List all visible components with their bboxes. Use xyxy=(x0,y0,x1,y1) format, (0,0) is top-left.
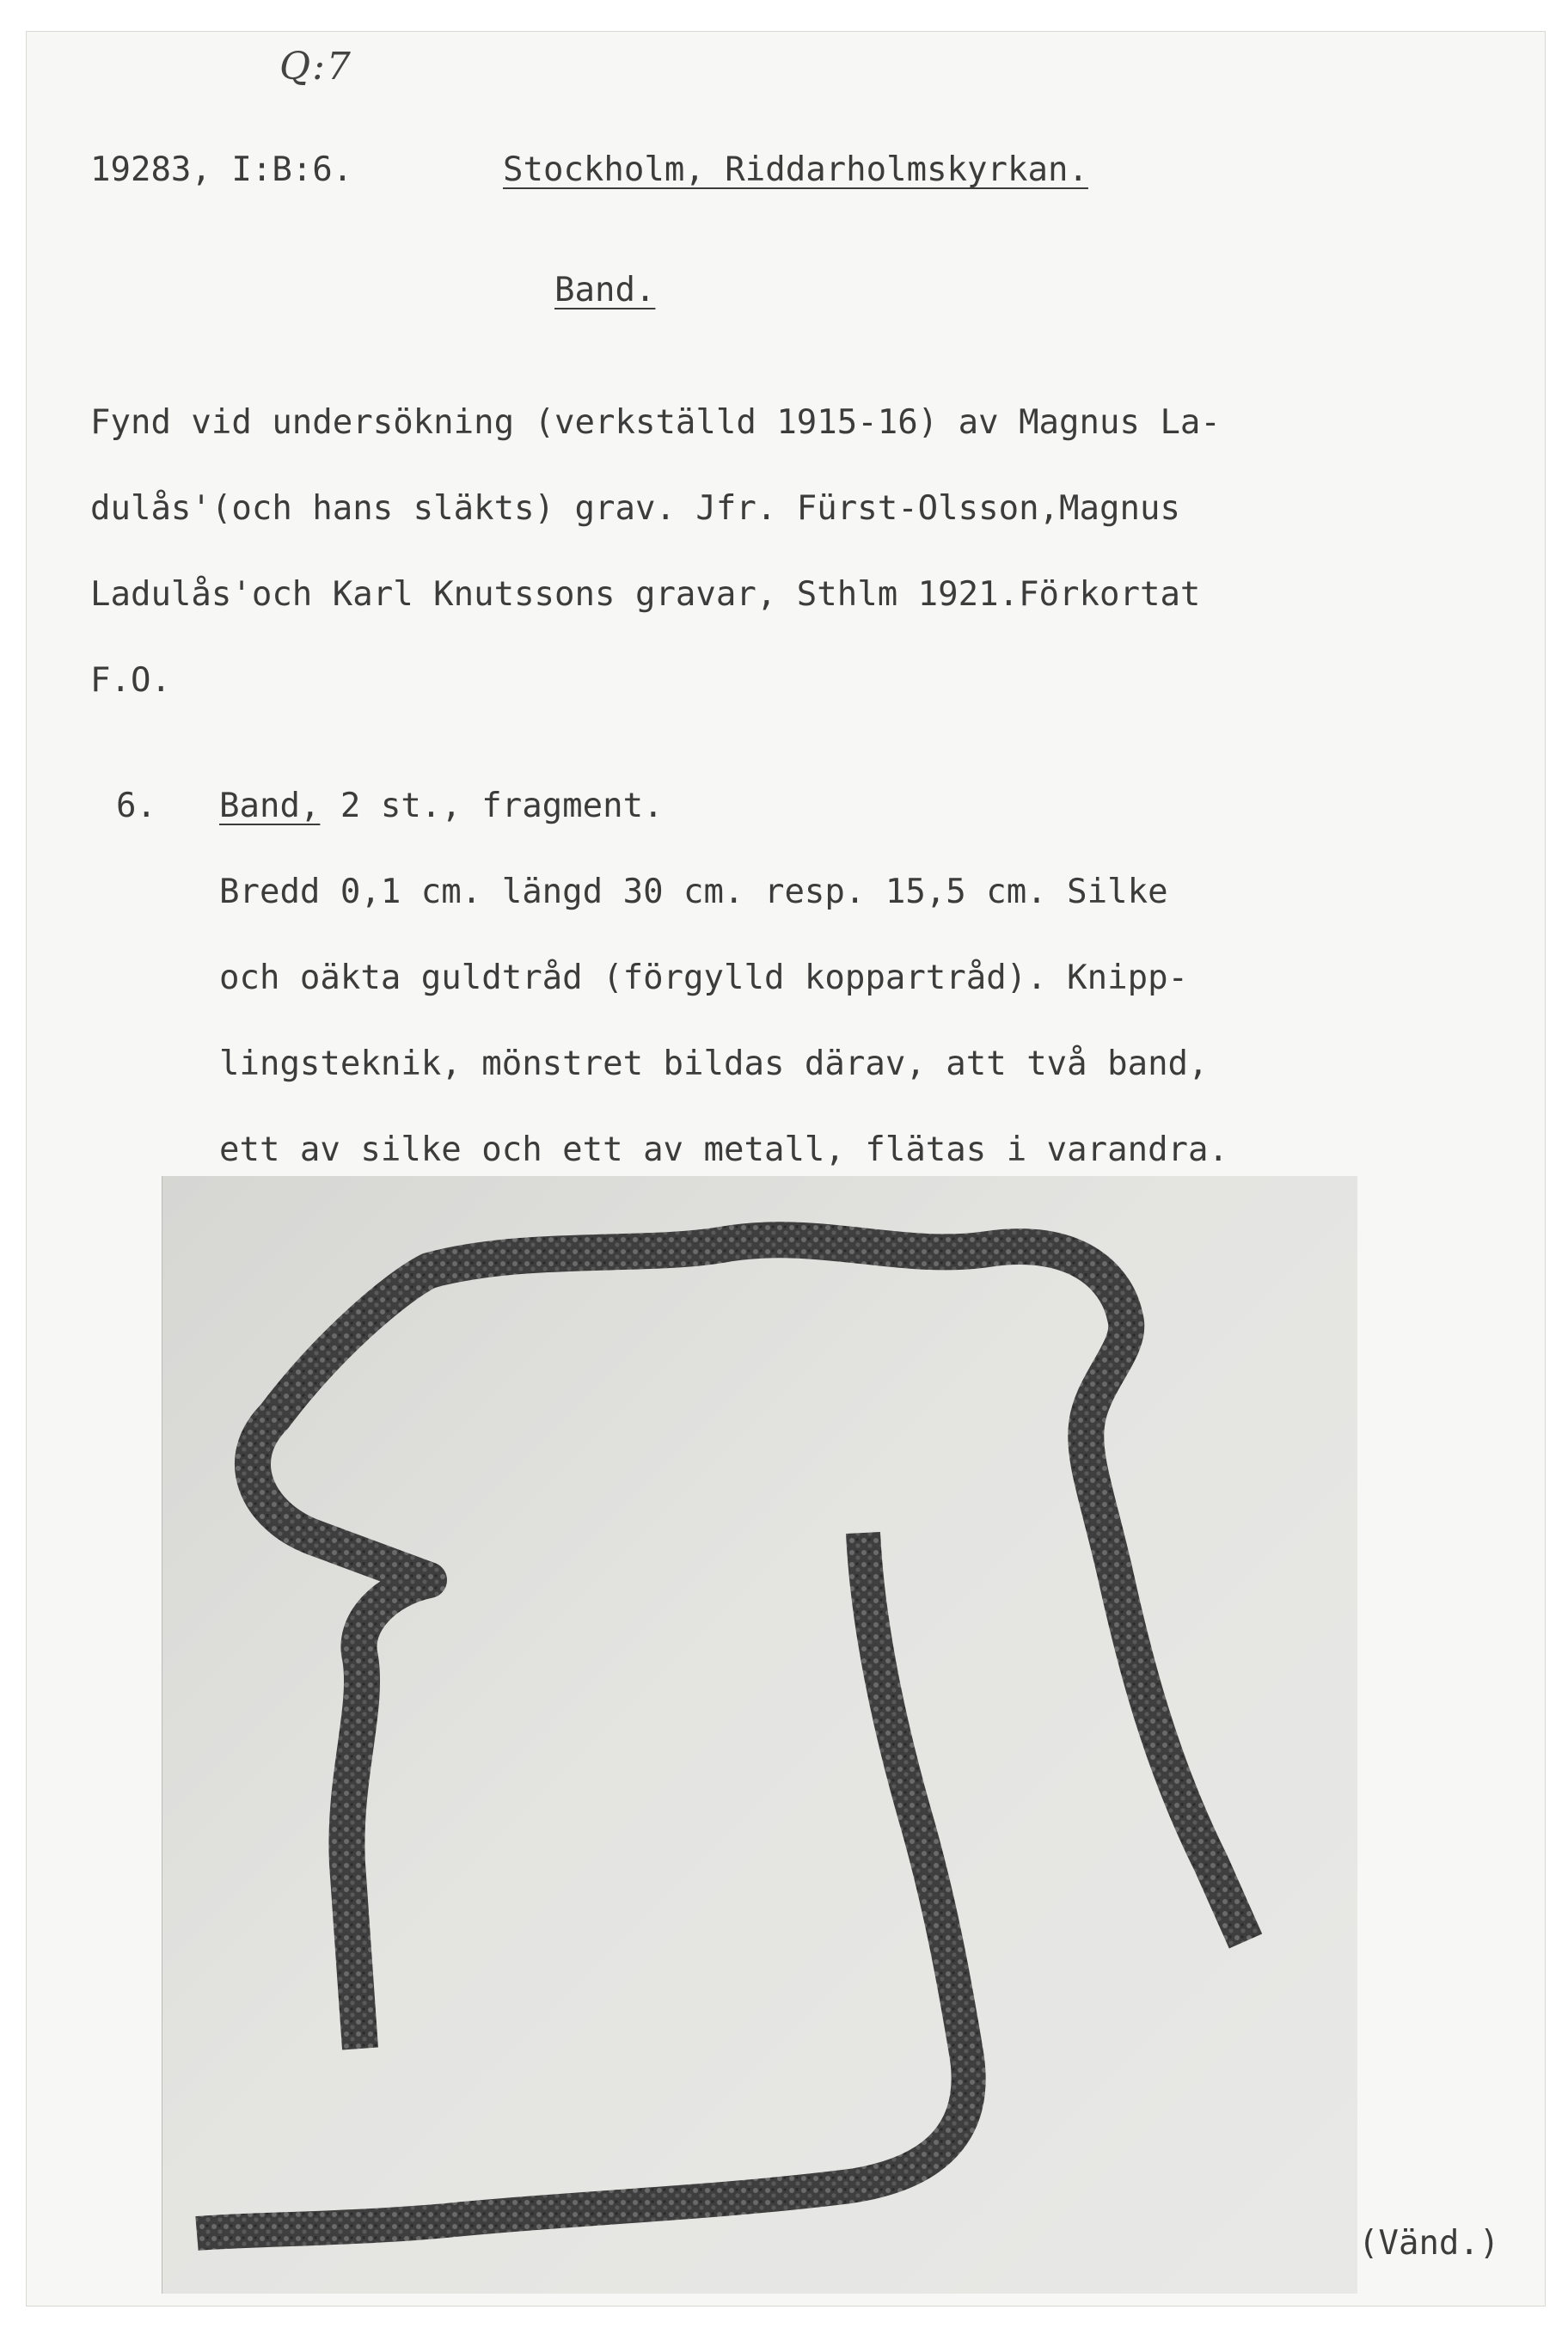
description-line: ett av silke och ett av metall, flätas i varandra. xyxy=(219,1130,1228,1169)
description-line: lingsteknik, mönstret bildas därav, att två band, xyxy=(219,1045,1209,1083)
item-title: Band, xyxy=(219,787,321,825)
item-count: 2 st., fragment. xyxy=(320,787,664,825)
band-photograph xyxy=(162,1176,1357,2294)
description-line: och oäkta guldtråd (förgylld koppartråd). Knipp- xyxy=(219,959,1189,997)
short-band-fragment xyxy=(197,1533,969,2233)
handwritten-mark: Q:7 xyxy=(279,45,352,89)
intro-line: Fynd vid undersökning (verkställd 1915-16) av Magnus La- xyxy=(90,403,1221,442)
long-band-fragment xyxy=(253,1240,1246,2049)
turn-page-note: (Vänd.) xyxy=(1358,2224,1500,2263)
item-number: 6. xyxy=(116,787,156,825)
find-location: Stockholm, Riddarholmskyrkan. xyxy=(503,150,1088,189)
intro-line: Ladulås'och Karl Knutssons gravar, Sthlm 1921.Förkortat xyxy=(90,575,1201,614)
intro-line: dulås'(och hans släkts) grav. Jfr. Fürst-Olsson,Magnus xyxy=(90,489,1180,528)
intro-line: F.O. xyxy=(90,661,171,700)
card-title: Band. xyxy=(554,271,656,309)
catalog-reference: 19283, I:B:6. xyxy=(90,150,353,189)
item-heading xyxy=(219,789,664,823)
description-line: Bredd 0,1 cm. längd 30 cm. resp. 15,5 cm. Silke xyxy=(219,873,1168,911)
band-fragments-image xyxy=(162,1176,1357,2294)
